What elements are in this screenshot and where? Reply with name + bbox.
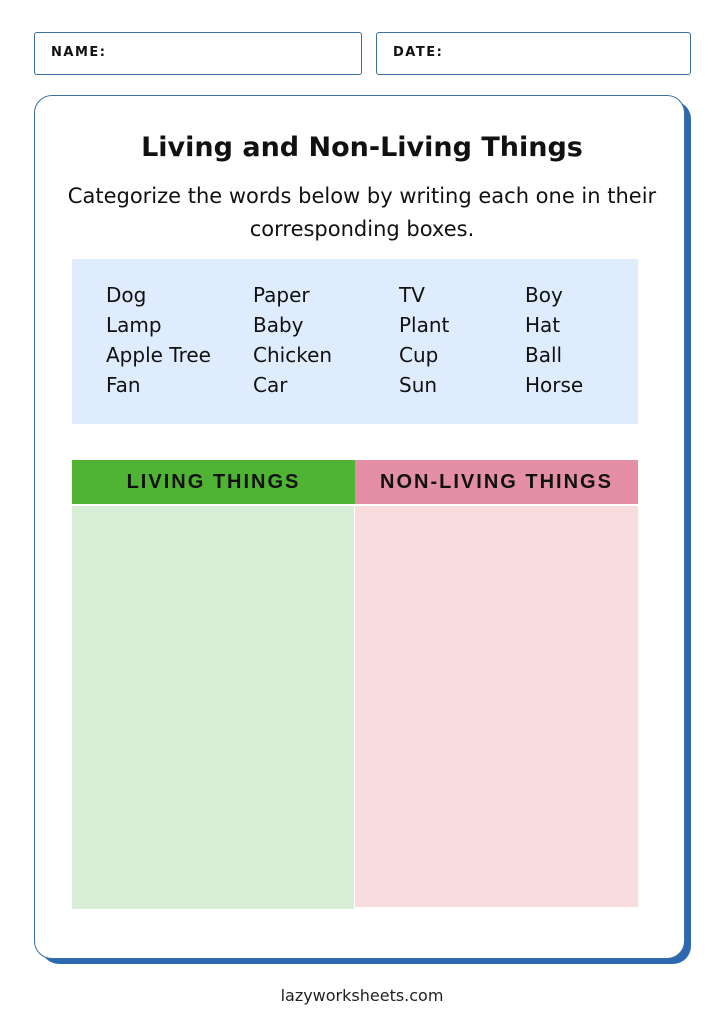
word-item: Horse [525,373,584,397]
word-bank-column [106,280,211,400]
date-field[interactable] [376,32,691,75]
word-item: Fan [106,373,141,397]
word-item: Plant [399,313,450,337]
word-item: Sun [399,373,438,397]
word-item: Chicken [253,343,333,367]
word-item: Boy [525,283,563,307]
sorting-table [72,460,638,909]
living-things-header: LIVING THINGS [72,460,355,504]
non-living-things-answer-area[interactable] [355,506,638,907]
word-item: Ball [525,343,563,367]
living-things-answer-area[interactable] [72,506,354,909]
word-item: Baby [253,313,304,337]
name-label: NAME: [51,45,107,60]
non-living-things-header: NON-LIVING THINGS [355,460,638,504]
word-item: Dog [106,283,147,307]
worksheet-title: Living and Non-Living Things [141,132,583,163]
word-bank [72,259,638,424]
word-item: Cup [399,343,439,367]
word-item: Lamp [106,313,162,337]
word-bank-column [525,280,583,400]
word-bank-column [253,280,332,400]
name-field[interactable] [34,32,362,75]
word-item: Car [253,373,288,397]
worksheet-instructions: Categorize the words below by writing each one in their corresponding boxes. [67,184,657,241]
word-item: Hat [525,313,561,337]
word-item: TV [399,283,425,307]
date-label: DATE: [393,45,444,60]
footer-site: lazyworksheets.com [280,986,444,1005]
word-item: Apple Tree [106,343,211,367]
word-bank-column [399,280,449,400]
word-item: Paper [253,283,310,307]
